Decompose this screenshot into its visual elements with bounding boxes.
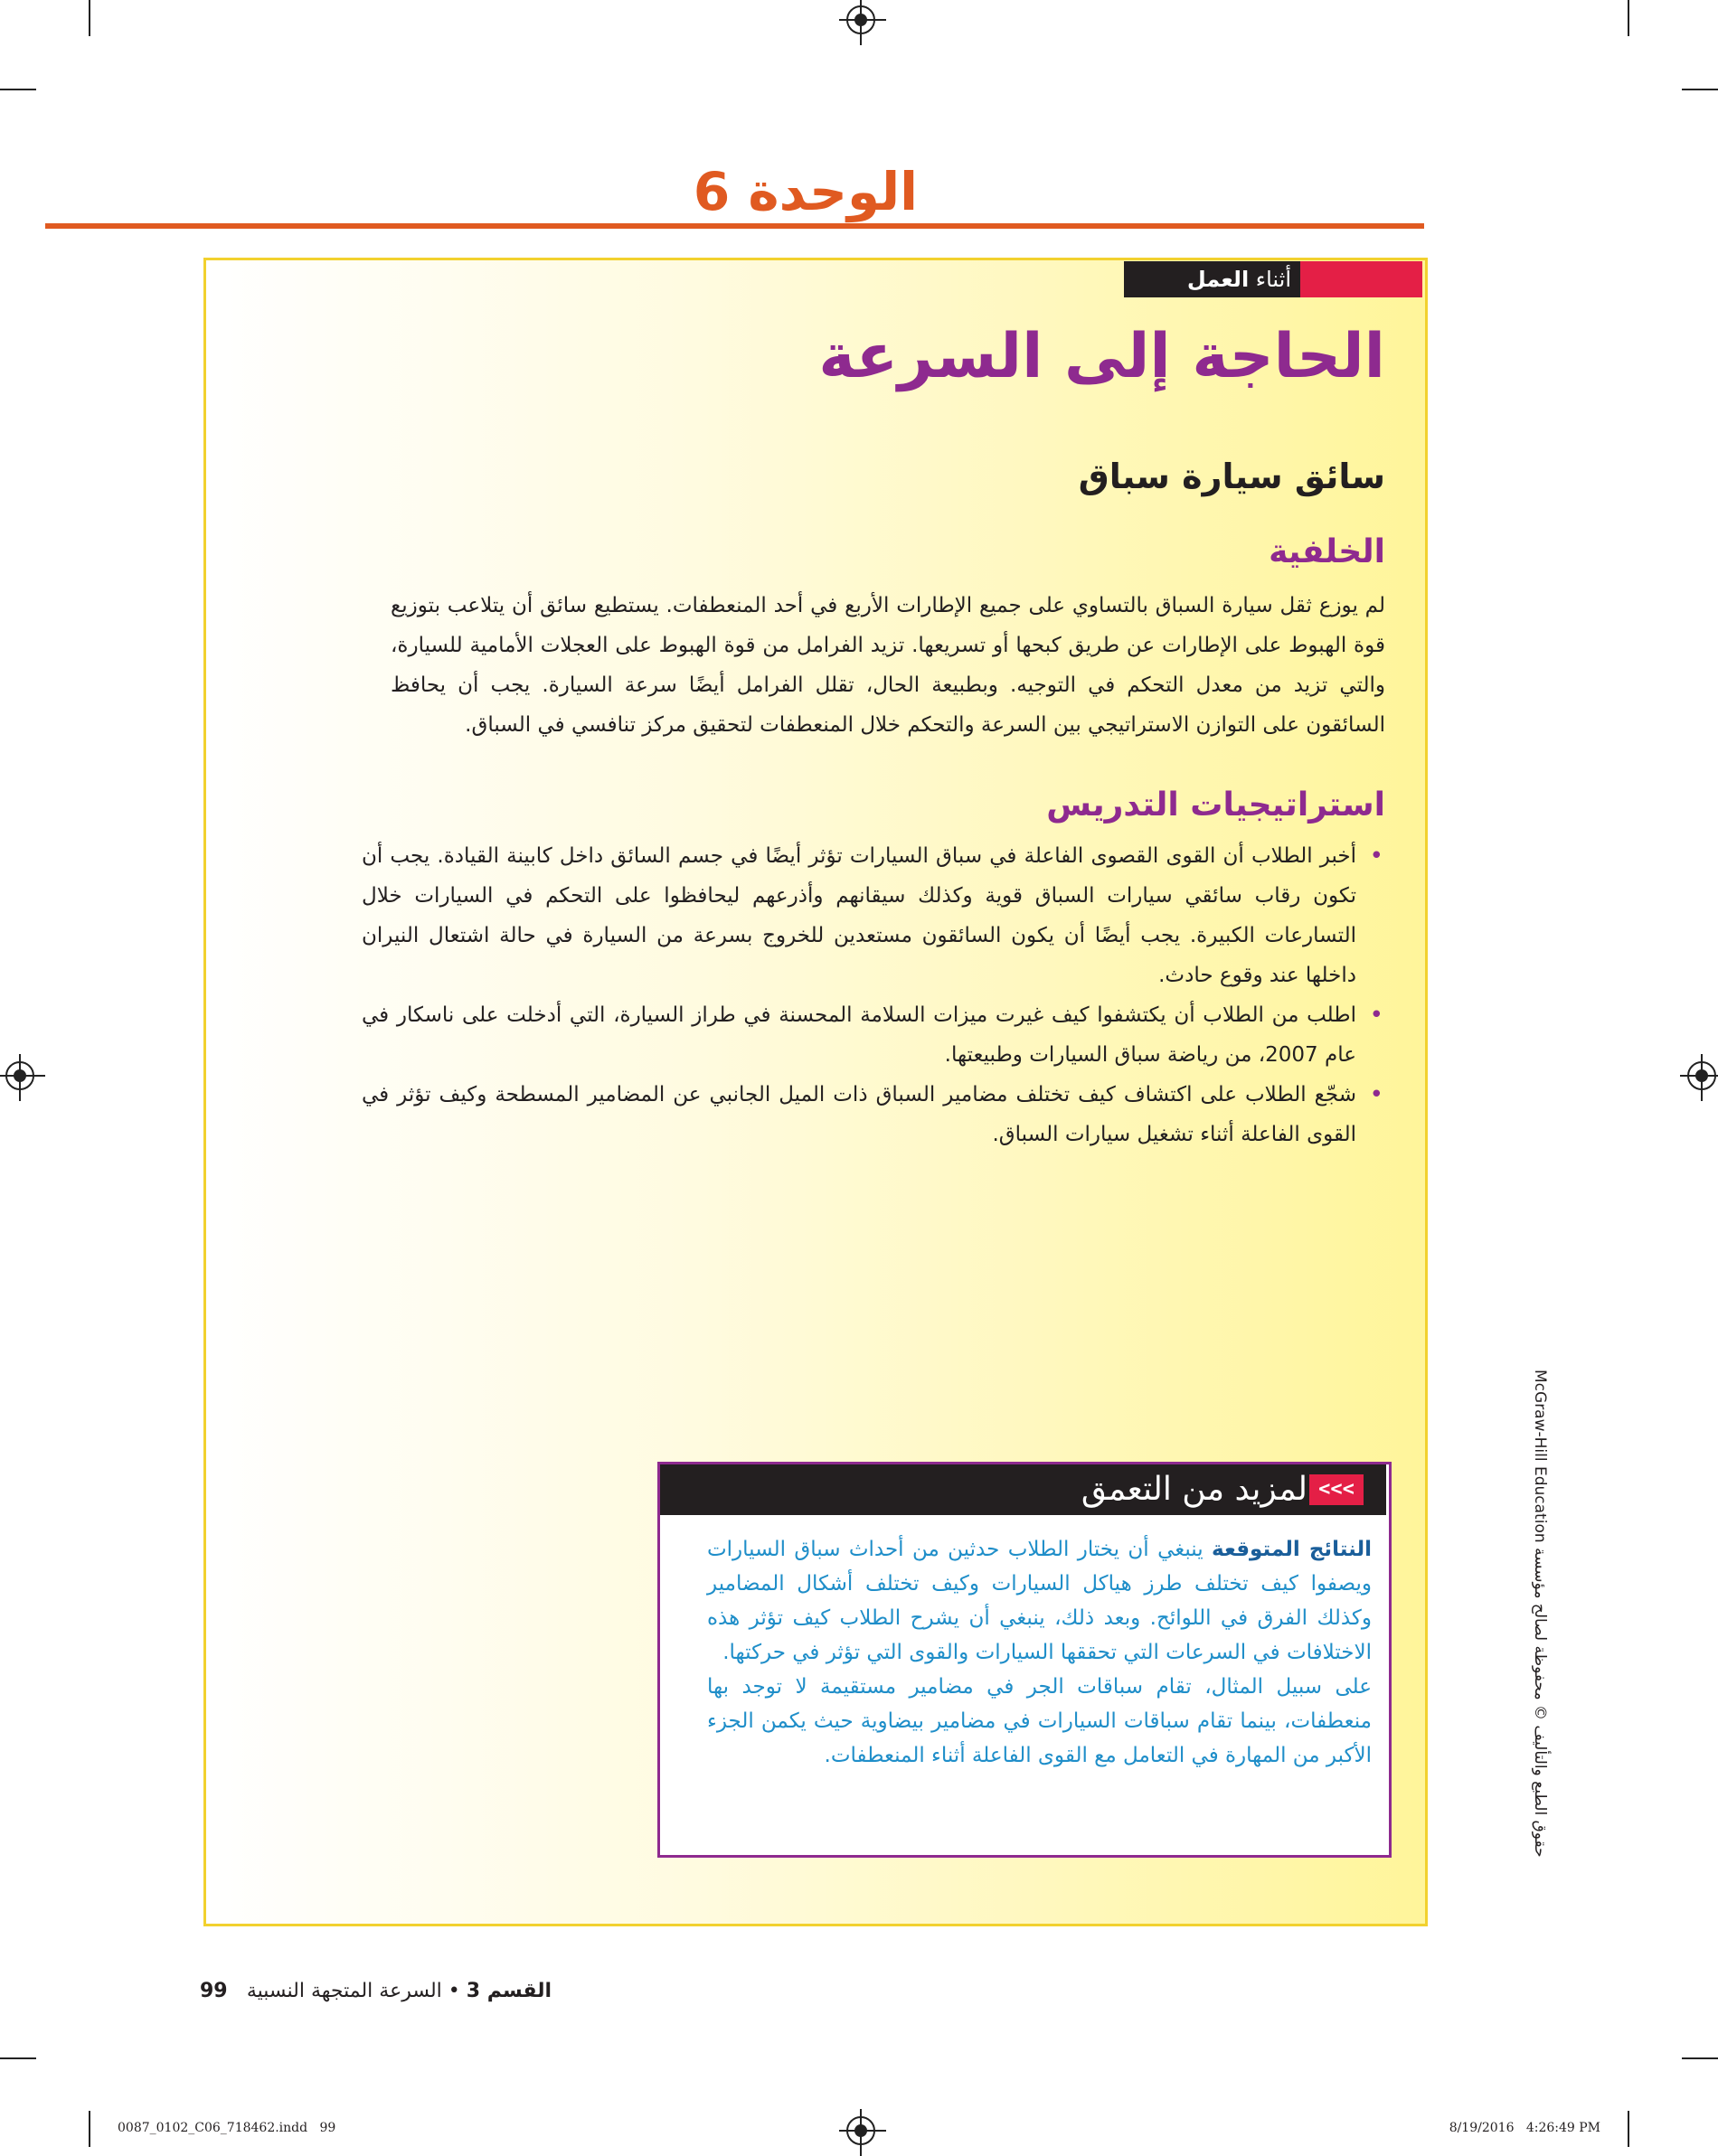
go-further-text xyxy=(707,1532,1372,1773)
footer-separator: • xyxy=(441,1980,467,2002)
background-paragraph: لم يوزع ثقل سيارة السباق بالتساوي على جميع الإطارات الأربع في أحد المنعطفات. يستطيع سائق أن يتلاعب بتوزيع قوة الهبوط على الإطارات عن طريق كبحها أو تسريعها. تزيد الفرامل من قوة الهبوط على العجلات الأمامية للسيارة، والتي تزيد من معدل التحكم في التوجيه. وبطبيعة الحال، تقلل الفرامل أيضًا سرعة السيارة. يجب أن يحافظ السائقون على التوازن الاستراتيجي بين السرعة والتحكم خلال المنعطفات لتحقيق مركز تنافسي في السباق. xyxy=(391,594,1385,737)
registration-mark-icon xyxy=(846,5,875,34)
list-item: • شجّع الطلاب على اكتشاف كيف تختلف مضامير السباق ذات الميل الجانبي عن المضامير المسطحة وكيف تؤثر في القوى الفاعلة أثناء تشغيل سيارات السباق. xyxy=(362,1075,1356,1154)
list-item: • أخبر الطلاب أن القوى القصوى الفاعلة في سباق السيارات تؤثر أيضًا في جسم السائق داخل كابينة القيادة. يجب أن تكون رقاب سائقي سيارات السباق قوية وكذلك سيقانهم وأذرعهم ليحافظوا على التحكم في السيارات خلال التسارعات الكبيرة. يجب أيضًا أن يكون السائقون مستعدين للخروج بسرعة من السيارة في حالة اشتعال النيران داخلها عند وقوع حادث. xyxy=(362,836,1356,995)
registration-mark-icon xyxy=(846,2116,875,2145)
strategies-heading: استراتيجيات التدريس xyxy=(1046,786,1385,824)
crop-mark xyxy=(0,2057,36,2059)
registration-mark-icon xyxy=(5,1061,34,1090)
feature-tag xyxy=(1187,263,1291,296)
copyright-notice xyxy=(1522,1370,1558,1894)
go-further-paragraph xyxy=(707,1532,1372,1670)
slug-timestamp: 8/19/2016 4:26:49 PM xyxy=(1449,2121,1600,2135)
feature-tag-light: أثناء xyxy=(1249,267,1291,292)
crop-mark xyxy=(89,2111,90,2147)
section-label: القسم 3 xyxy=(466,1980,552,2002)
expected-results-text: ينبغي أن يختار الطلاب حدثين من أحداث سباق السيارات ويصفوا كيف تختلف طرز هياكل السيارات وكيف تختلف أشكال المضامير وكذلك الفرق في اللوائح. وبعد ذلك، ينبغي أن يشرح الطلاب كيف تؤثر هذه الاختلافات في السرعات التي تحققها السيارات والقوى التي تؤثر في حركتها. xyxy=(707,1538,1372,1664)
crop-mark xyxy=(89,0,90,36)
feature-tag-bold: العمل xyxy=(1186,267,1250,292)
page-subtitle: سائق سيارة سباق xyxy=(1078,457,1385,496)
section-title: السرعة المتجهة النسبية xyxy=(246,1980,442,2002)
expected-results-label: النتائج المتوقعة xyxy=(1212,1538,1372,1561)
registration-mark-icon xyxy=(1687,1061,1716,1090)
strategies-list xyxy=(362,836,1385,1154)
unit-divider xyxy=(45,223,1424,229)
crop-mark xyxy=(1628,0,1629,36)
crop-mark xyxy=(0,89,36,90)
slug-filename: 0087_0102_C06_718462.indd 99 xyxy=(118,2121,336,2135)
running-footer xyxy=(247,1980,552,2002)
background-heading: الخلفية xyxy=(1269,533,1385,570)
feature-tag-accent xyxy=(1300,261,1422,297)
list-item: • اطلب من الطلاب أن يكتشفوا كيف غيرت ميزات السلامة المحسنة في طراز السيارة، التي أدخلت على ناسكار في عام 2007، من رياضة سباق السيارات وطبيعتها. xyxy=(362,995,1356,1075)
copyright-text: حقوق الطبع والتأليف © محفوظة لصالح مؤسسة McGraw-Hill Education xyxy=(1531,1370,1549,1858)
crop-mark xyxy=(1628,2111,1629,2147)
crop-mark xyxy=(1682,2057,1718,2059)
page-number: 99 xyxy=(200,1980,228,2002)
crop-mark xyxy=(1682,89,1718,90)
page-title: الحاجة إلى السرعة xyxy=(818,321,1385,392)
go-further-example: على سبيل المثال، تقام سباقات الجر في مضامير مستقيمة لا توجد بها منعطفات، بينما تقام سباقات السيارات في مضامير بيضاوية حيث يكمن الجزء الأكبر من المهارة في التعامل مع القوى الفاعلة أثناء المنعطفات. xyxy=(707,1675,1372,1767)
unit-title: الوحدة 6 xyxy=(693,161,918,222)
chevron-left-icon: <<< xyxy=(1309,1474,1364,1505)
go-further-title: لمزيد من التعمق xyxy=(1081,1471,1307,1508)
